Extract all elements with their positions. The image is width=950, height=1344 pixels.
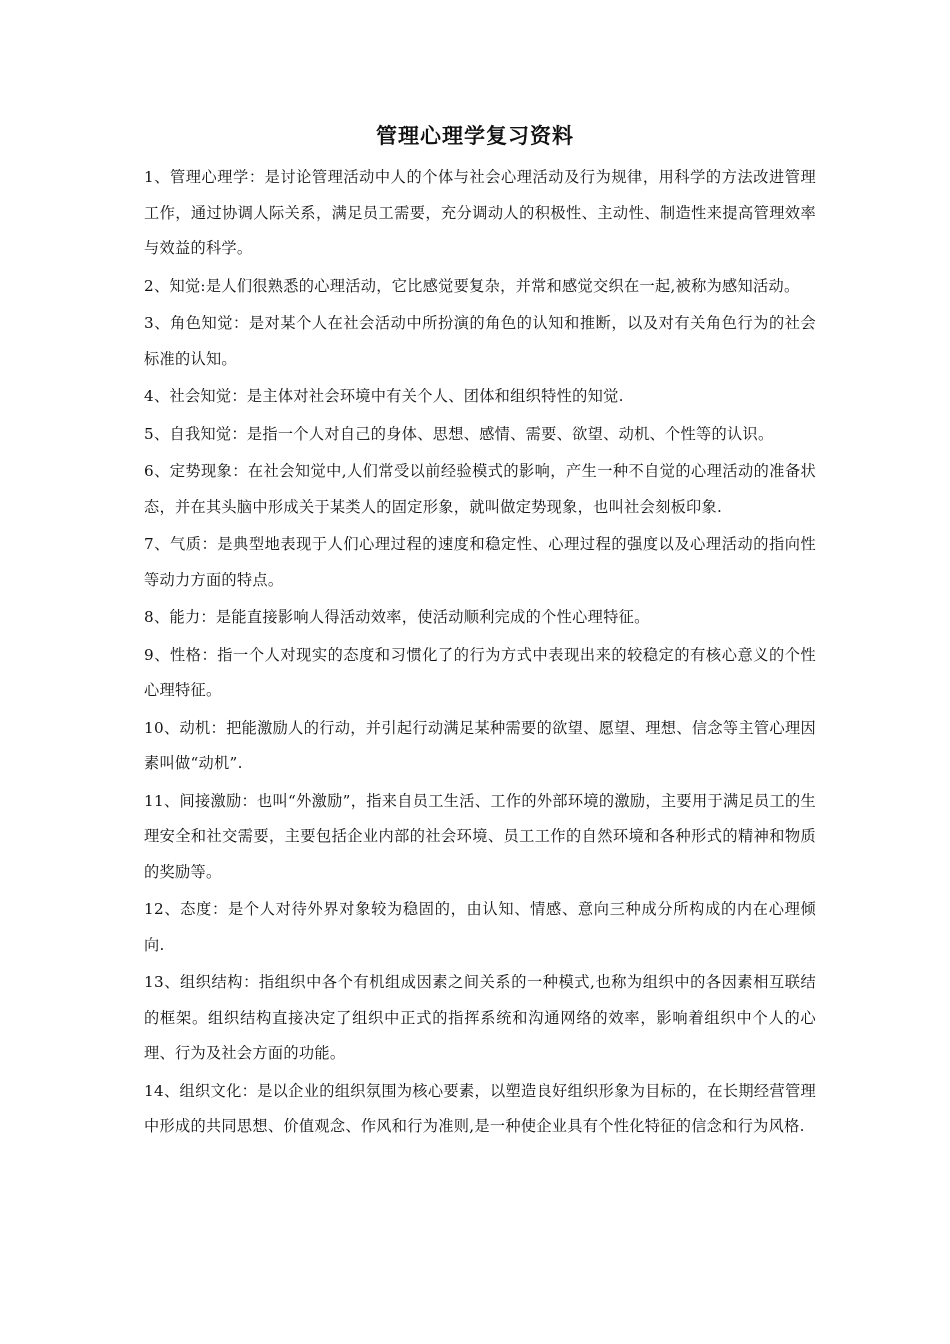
- paragraph-6: 6、定势现象：在社会知觉中,人们常受以前经验模式的影响，产生一种不自觉的心理活动的准备状态，并在其头脑中形成关于某类人的固定形象，就叫做定势现象，也叫社会刻板印象.: [144, 462, 816, 516]
- paragraph-3: 3、角色知觉：是对某个人在社会活动中所扮演的角色的认知和推断，以及对有关角色行为的社会标准的认知。: [144, 314, 816, 368]
- paragraph-9: 9、性格：指一个人对现实的态度和习惯化了的行为方式中表现出来的较稳定的有核心意义的个性心理特征。: [144, 645, 816, 699]
- document-title: 管理心理学复习资料: [376, 124, 574, 148]
- paragraph-7: 7、气质：是典型地表现于人们心理过程的速度和稳定性、心理过程的强度以及心理活动的指向性等动力方面的特点。: [144, 535, 816, 589]
- paragraph-4: 4、社会知觉：是主体对社会环境中有关个人、团体和组织特性的知觉.: [144, 387, 624, 405]
- paragraph-5: 5、自我知觉：是指一个人对自己的身体、思想、感情、需要、欲望、动机、个性等的认识。: [144, 424, 774, 443]
- paragraph-10: 10、动机：把能激励人的行动，并引起行动满足某种需要的欲望、愿望、理想、信念等主管心理因素叫做“动机”.: [144, 718, 816, 772]
- paragraph-2: 2、知觉:是人们很熟悉的心理活动，它比感觉要复杂，并常和感觉交织在一起,被称为感知活动。: [144, 276, 800, 295]
- paragraph-14: 14、组织文化：是以企业的组织氛围为核心要素，以塑造良好组织形象为目标的，在长期经营管理中形成的共同思想、价值观念、作风和行为准则,是一种使企业具有个性化特征的信念和行为风格.: [144, 1081, 816, 1135]
- paragraph-12: 12、态度：是个人对待外界对象较为稳固的，由认知、情感、意向三种成分所构成的内在心理倾向.: [144, 900, 816, 954]
- document-body: [144, 160, 816, 1147]
- paragraph-1: 1、管理心理学：是讨论管理活动中人的个体与社会心理活动及行为规律，用科学的方法改进管理工作，通过协调人际关系，满足员工需要，充分调动人的积极性、主动性、制造性来提高管理效率与效益的科学。: [144, 168, 816, 257]
- paragraph-13: 13、组织结构：指组织中各个有机组成因素之间关系的一种模式,也称为组织中的各因素相互联结的框架。组织结构直接决定了组织中正式的指挥系统和沟通网络的效率，影响着组织中个人的心理、行为及社会方面的功能。: [144, 973, 816, 1062]
- paragraph-8: 8、能力：是能直接影响人得活动效率，使活动顺利完成的个性心理特征。: [144, 608, 650, 626]
- paragraph-11: 11、间接激励：也叫“外激励”，指来自员工生活、工作的外部环境的激励，主要用于满足员工的生理安全和社交需要，主要包括企业内部的社会环境、员工工作的自然环境和各种形式的精神和物质的奖励等。: [144, 791, 816, 881]
